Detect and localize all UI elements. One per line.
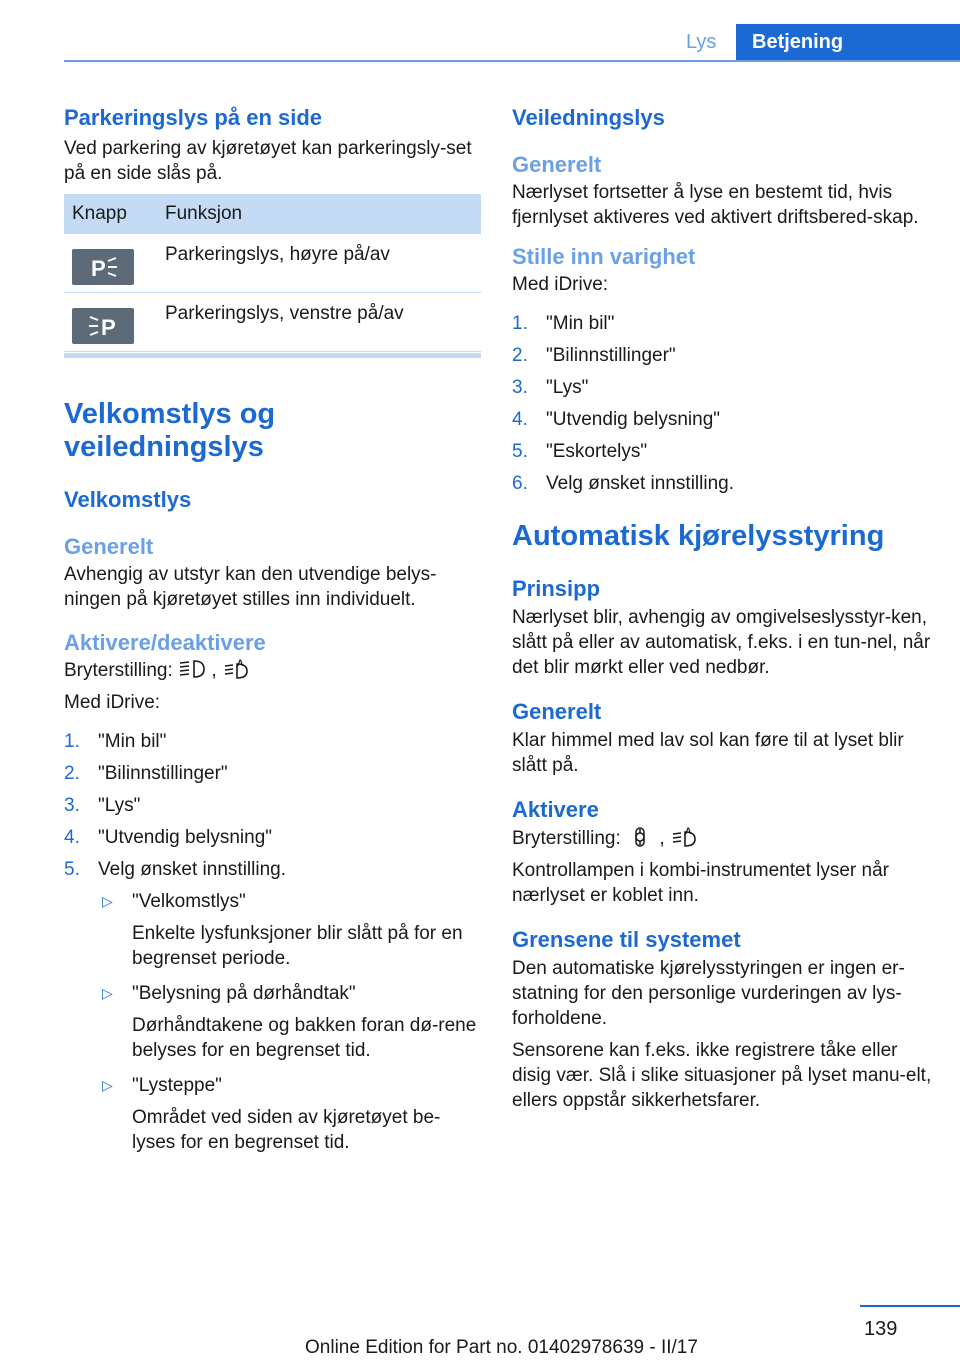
step-text: Velg ønsket innstilling. [546,473,734,494]
option-desc: Området ved siden av kjøretøyet be-lyses for en begrenset tid. [132,1107,441,1153]
step-text: "Utvendig belysning" [546,409,721,430]
list-item [64,857,481,1155]
step-number: 3. [512,377,528,398]
step-text: "Bilinnstillinger" [98,763,228,784]
header-rule [64,60,960,62]
list-item [512,471,932,496]
step-number: 5. [512,441,528,462]
svg-text:A: A [684,826,692,836]
step-number: 5. [64,859,80,880]
duration-steps-list [512,311,932,496]
step-text: "Eskortelys" [546,441,648,462]
svg-text:P: P [101,315,116,340]
switch-separator: , [211,660,217,681]
activate-text: Kontrollampen i kombi-instrumentet lyser når nærlyset er koblet inn. [512,860,889,906]
auto-light-icon [670,826,698,848]
list-item [512,311,932,336]
parking-light-right-icon [72,249,134,285]
idrive-label: Med iDrive: [512,274,609,295]
welcome-general-text: Avhengig av utstyr kan den utvendige belys-ningen på kjøretøyet stilles inn individuelt. [64,564,437,610]
switch-label: Bryterstilling: [64,660,173,681]
table-col-button: Knapp [72,203,127,224]
svg-text:P: P [91,256,106,281]
svg-text:A: A [236,658,244,668]
low-beam-icon [178,658,206,680]
limits-text-2: Sensorene kan f.eks. ikke registrere tåke eller disig vær. Slå i slike situasjoner på lyset manu-elt, ellers oppstår sikkerhetsfarer. [512,1040,932,1111]
parking-light-text: Ved parkering av kjøretøyet kan parkeringsly-set på en side slås på. [64,138,472,184]
light-off-icon [626,826,654,848]
edition-footer: Online Edition for Part no. 01402978639 - II/17 [305,1337,698,1358]
step-number: 1. [512,313,528,334]
guide-light-heading: Veiledningslys [512,105,665,130]
list-item [64,793,481,818]
button-function-table [64,194,481,358]
general2-text: Klar himmel med lav sol kan føre til at lyset blir slått på. [512,730,904,776]
step-number: 4. [64,827,80,848]
list-item [512,343,932,368]
idrive-label: Med iDrive: [64,692,161,713]
footer-rule [860,1305,960,1307]
table-header [64,194,481,234]
right-column [512,100,932,1113]
list-item [98,1073,481,1155]
option-desc: Enkelte lysfunksjoner blir slått på for en begrenset periode. [132,923,463,969]
step-text: Velg ønsket innstilling. [98,859,286,880]
welcome-options-list [98,889,481,1155]
table-function: Parkeringslys, venstre på/av [165,303,404,324]
triangle-bullet-icon: ▷ [102,893,113,909]
option-desc: Dørhåndtakene og bakken foran dø-rene belyses for en begrenset tid. [132,1015,477,1061]
welcome-activate-heading: Aktivere/deaktivere [64,630,266,655]
list-item [512,375,932,400]
option-title: "Lysteppe" [132,1075,222,1096]
step-text: "Min bil" [98,731,167,752]
step-number: 3. [64,795,80,816]
list-item [98,981,481,1063]
switch-separator: , [659,828,665,849]
list-item [512,407,932,432]
welcome-light-heading: Velkomstlys [64,487,192,512]
step-text: "Utvendig belysning" [98,827,273,848]
welcome-steps-list [64,729,481,1155]
step-text: "Lys" [98,795,141,816]
step-text: "Bilinnstillinger" [546,345,676,366]
activate-heading: Aktivere [512,797,599,822]
step-number: 2. [64,763,80,784]
switch-position-line [512,826,932,851]
guide-general-text: Nærlyset fortsetter å lyse en bestemt tid, hvis fjernlyset aktiveres ved aktivert driftsbered-skap. [512,182,919,228]
switch-position-line [64,658,481,683]
list-item [512,439,932,464]
parking-light-left-icon [72,308,134,344]
step-number: 6. [512,473,528,494]
triangle-bullet-icon: ▷ [102,985,113,1001]
limits-text-1: Den automatiske kjørelysstyringen er ingen er-statning for den personlige vurderingen av lys-forholdene. [512,958,905,1029]
table-function: Parkeringslys, høyre på/av [165,244,390,265]
table-col-function: Funksjon [165,203,243,224]
table-end-rule [64,353,481,358]
step-number: 1. [64,731,80,752]
list-item [64,729,481,754]
header-chapter-tab [736,24,960,62]
limits-heading: Grensene til systemet [512,927,741,952]
principle-text: Nærlyset blir, avhengig av omgivelseslysstyr-ken, slått på eller av automatisk, f.eks. i en tun-nel, når det blir mørkt eller ved nedbør. [512,607,931,678]
step-text: "Lys" [546,377,589,398]
header-chapter-label: Betjening [752,31,844,53]
principle-heading: Prinsipp [512,576,601,601]
table-row [64,234,481,293]
duration-heading: Stille inn varighet [512,244,696,269]
step-number: 2. [512,345,528,366]
welcome-general-heading: Generelt [64,534,154,559]
step-number: 4. [512,409,528,430]
step-text: "Min bil" [546,313,615,334]
page-number: 139 [864,1318,898,1340]
welcome-guide-heading: Velkomstlys og veiledningslys [64,398,276,463]
list-item [64,825,481,850]
header-section-label: Lys [686,31,717,53]
option-title: "Velkomstlys" [132,891,246,912]
list-item [64,761,481,786]
triangle-bullet-icon: ▷ [102,1077,113,1093]
option-title: "Belysning på dørhåndtak" [132,983,356,1004]
general2-heading: Generelt [512,699,602,724]
auto-light-heading: Automatisk kjørelysstyring [512,520,885,552]
guide-general-heading: Generelt [512,152,602,177]
left-column [64,100,481,1165]
auto-light-icon [222,658,250,680]
switch-label: Bryterstilling: [512,828,621,849]
list-item [98,889,481,971]
parking-light-heading: Parkeringslys på en side [64,105,323,130]
table-row [64,293,481,352]
